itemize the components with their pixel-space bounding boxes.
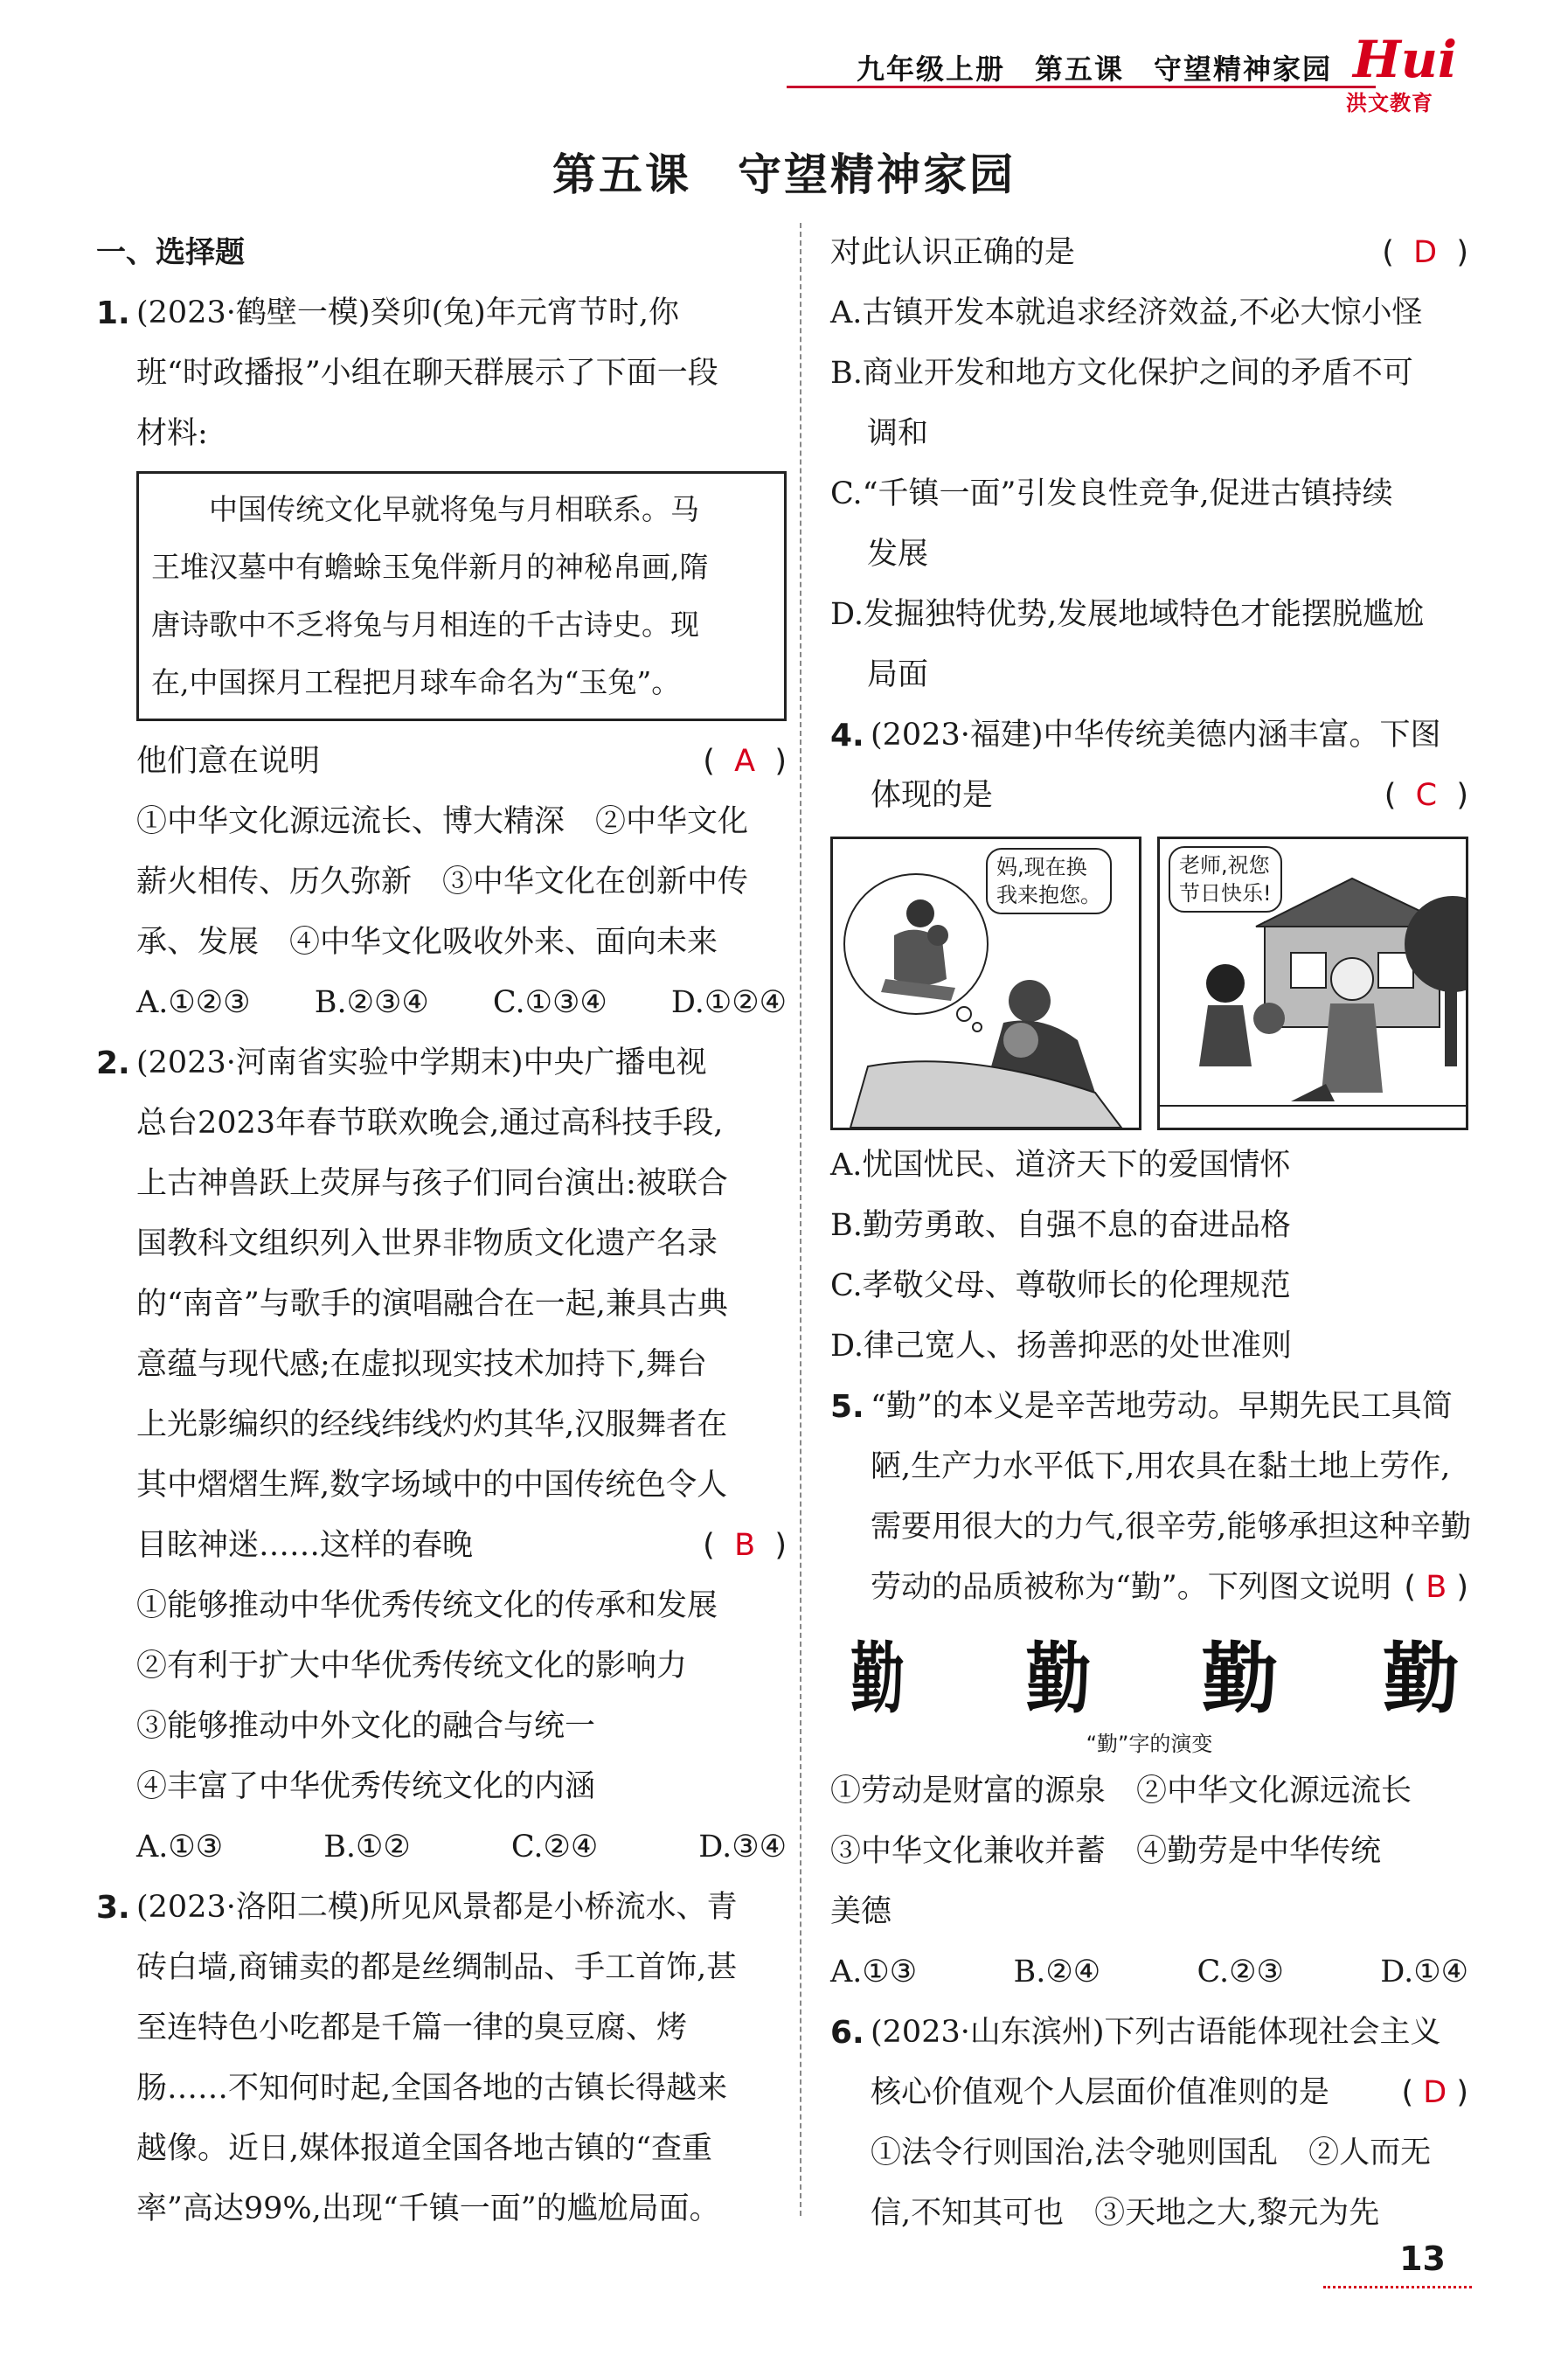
left-column bbox=[96, 223, 787, 2239]
glyph-oracle: 勤 bbox=[850, 1632, 905, 1724]
figure-caption: “勤”字的演变 bbox=[1086, 1732, 1213, 1756]
choice-d: D.①④ bbox=[1380, 1955, 1468, 1989]
stem-line: 需要用很大的力气,很辛劳,能够承担这种辛勤 bbox=[871, 1510, 1472, 1545]
answer-slot: ( A ) bbox=[703, 744, 787, 779]
answer-slot: ( D ) bbox=[1382, 235, 1468, 270]
option-line: 美德 bbox=[830, 1894, 892, 1929]
stem-line: 其中熠熠生辉,数字场域中的中国传统色令人 bbox=[136, 1468, 728, 1503]
choice-row bbox=[136, 1817, 787, 1878]
stem-line: 核心价值观个人层面价值准则的是 bbox=[871, 2075, 1330, 2110]
choice-a: A.①③ bbox=[830, 1955, 918, 1989]
option-line: ①劳动是财富的源泉 ②中华文化源远流长 bbox=[830, 1774, 1412, 1809]
stem-answer-row bbox=[830, 223, 1468, 283]
option-line: ③中华文化兼收并蓄 ④勤劳是中华传统 bbox=[830, 1834, 1382, 1869]
section-heading: 一、选择题 bbox=[96, 235, 245, 270]
stem-line: 意蕴与现代感;在虚拟现实技术加持下,舞台 bbox=[136, 1347, 707, 1382]
speech-bubble: 妈,现在换 我来抱您。 bbox=[986, 848, 1112, 914]
header-title: 九年级上册 第五课 守望精神家园 bbox=[856, 52, 1332, 86]
question-1 bbox=[96, 283, 787, 1033]
option-line: 信,不知其可也 ③天地之大,黎元为先 bbox=[871, 2196, 1380, 2231]
material-box bbox=[136, 471, 787, 721]
question-number: 2. bbox=[96, 1045, 130, 1081]
choice-d: D.③④ bbox=[698, 1830, 787, 1864]
option-line: D.律己宽人、扬善抑恶的处世准则 bbox=[830, 1329, 1292, 1364]
stem-line: 上光影编织的经线纬线灼灼其华,汉服舞者在 bbox=[136, 1407, 728, 1442]
character-evolution-figure bbox=[830, 1618, 1468, 1726]
column-divider bbox=[800, 223, 801, 2216]
choice-b: B.①② bbox=[323, 1830, 411, 1864]
stem-line: (2023·福建)中华传统美德内涵丰富。下图 bbox=[871, 718, 1441, 753]
question-5 bbox=[830, 1377, 1472, 1618]
choice-a: A.①②③ bbox=[136, 985, 251, 1020]
glyph-clerical: 勤 bbox=[1201, 1632, 1279, 1724]
choice-row bbox=[136, 973, 787, 1033]
question-3 bbox=[96, 1878, 787, 2239]
question-number: 5. bbox=[830, 1389, 864, 1425]
stem-line: 至连特色小吃都是千篇一律的臭豆腐、烤 bbox=[136, 2010, 688, 2045]
cartoon-panel-2 bbox=[1157, 837, 1468, 1130]
page-number-underline bbox=[1323, 2286, 1472, 2288]
header-rule bbox=[787, 86, 1376, 88]
option-line: ①能够推动中华优秀传统文化的传承和发展 bbox=[136, 1588, 718, 1623]
stem-answer-row bbox=[871, 766, 1468, 826]
answer-mark: A bbox=[734, 744, 756, 779]
option-line: D.发掘独特优势,发展地域特色才能摆脱尴尬 bbox=[830, 597, 1425, 632]
speech-bubble: 老师,祝您 节日快乐! bbox=[1169, 846, 1282, 913]
option-line: B.勤劳勇敢、自强不息的奋进品格 bbox=[830, 1208, 1291, 1243]
option-line: 调和 bbox=[867, 416, 929, 451]
option-line: ①中华文化源远流长、博大精深 ②中华文化 bbox=[136, 804, 749, 839]
material-line: 唐诗歌中不乏将兔与月相连的千古诗史。现 bbox=[151, 608, 699, 642]
option-line: 发展 bbox=[867, 537, 929, 572]
lesson-title: 第五课 守望精神家园 bbox=[552, 149, 1016, 200]
stem-answer-row bbox=[136, 732, 787, 792]
choice-row bbox=[830, 1942, 1468, 2003]
choice-b: B.②③④ bbox=[314, 985, 429, 1020]
stem-line: (2023·山东滨州)下列古语能体现社会主义 bbox=[871, 2015, 1441, 2050]
option-line: ③能够推动中外文化的融合与统一 bbox=[136, 1709, 596, 1744]
stem-line: 肠……不知何时起,全国各地的古镇长得越来 bbox=[136, 2071, 728, 2106]
material-line: 王堆汉墓中有蟾蜍玉兔伴新月的神秘帛画,隋 bbox=[151, 550, 709, 584]
stem-line: 总台2023年春节联欢晚会,通过高科技手段, bbox=[136, 1106, 724, 1141]
answer-mark: B bbox=[734, 1528, 756, 1563]
answer-slot: ( D ) bbox=[1401, 2075, 1468, 2110]
material-line: 在,中国探月工程把月球车命名为“玉兔”。 bbox=[151, 665, 681, 699]
glyph-regular: 勤 bbox=[1382, 1632, 1460, 1724]
stem-line: (2023·河南省实验中学期末)中央广播电视 bbox=[136, 1045, 707, 1080]
stem-line: (2023·鹤壁一模)癸卯(兔)年元宵节时,你 bbox=[136, 295, 679, 330]
answer-mark: B bbox=[1426, 1570, 1447, 1605]
stem-line: 班“时政播报”小组在聊天群展示了下面一段 bbox=[136, 356, 718, 391]
answer-mark: D bbox=[1413, 235, 1438, 270]
stem-line: 率”高达99%,出现“千镇一面”的尴尬局面。 bbox=[136, 2191, 720, 2226]
stem-answer-row bbox=[871, 2063, 1468, 2123]
option-line: B.商业开发和地方文化保护之间的矛盾不可 bbox=[830, 356, 1413, 391]
stem-answer-row bbox=[136, 1516, 787, 1576]
stem-answer-row bbox=[871, 1558, 1468, 1618]
option-line: A.古镇开发本就追求经济效益,不必大惊小怪 bbox=[830, 295, 1423, 330]
option-line: 承、发展 ④中华文化吸收外来、面向未来 bbox=[136, 925, 718, 960]
option-line: ①法令行则国治,法令驰则国乱 ②人而无 bbox=[871, 2135, 1432, 2170]
option-line: C.孝敬父母、尊敬师长的伦理规范 bbox=[830, 1268, 1291, 1303]
stem-line: 目眩神迷……这样的春晚 bbox=[136, 1528, 474, 1563]
answer-mark: D bbox=[1423, 2075, 1447, 2110]
answer-slot: ( B ) bbox=[1404, 1570, 1468, 1605]
answer-mark: C bbox=[1415, 778, 1438, 813]
material-line: 中国传统文化早就将兔与月相联系。马 bbox=[151, 492, 699, 526]
logo-mark: Hui bbox=[1353, 30, 1458, 89]
stem-line: 越像。近日,媒体报道全国各地古镇的“查重 bbox=[136, 2131, 713, 2166]
stem-line: “勤”的本义是辛苦地劳动。早期先民工具简 bbox=[871, 1389, 1453, 1424]
publisher-logo bbox=[1341, 30, 1463, 115]
stem-line: 劳动的品质被称为“勤”。下列图文说明 bbox=[871, 1570, 1391, 1605]
choice-c: C.②③ bbox=[1197, 1955, 1284, 1989]
question-2 bbox=[96, 1033, 787, 1878]
choice-b: B.②④ bbox=[1013, 1955, 1101, 1989]
page-header bbox=[787, 30, 1481, 115]
stem-line: 体现的是 bbox=[871, 778, 994, 813]
logo-text: 洪文教育 bbox=[1346, 91, 1433, 115]
stem-line: 国教科文组织列入世界非物质文化遗产名录 bbox=[136, 1226, 718, 1261]
stem-line: 的“南音”与歌手的演唱融合在一起,兼具古典 bbox=[136, 1287, 728, 1322]
option-line: A.忧国忧民、道济天下的爱国情怀 bbox=[830, 1148, 1291, 1183]
answer-slot: ( B ) bbox=[703, 1528, 787, 1563]
question-number: 4. bbox=[830, 718, 864, 753]
choice-a: A.①③ bbox=[136, 1830, 224, 1864]
stem-line: (2023·洛阳二模)所见风景都是小桥流水、青 bbox=[136, 1890, 738, 1925]
glyph-seal: 勤 bbox=[1025, 1632, 1092, 1724]
choice-c: C.②④ bbox=[510, 1830, 599, 1864]
option-line: ④丰富了中华优秀传统文化的内涵 bbox=[136, 1769, 596, 1804]
cartoon-panel-1 bbox=[830, 837, 1141, 1130]
right-column bbox=[830, 223, 1472, 2244]
question-number: 6. bbox=[830, 2015, 864, 2051]
page-number: 13 bbox=[1399, 2239, 1446, 2278]
cartoon-figure bbox=[830, 837, 1468, 1130]
option-line: ②有利于扩大中华优秀传统文化的影响力 bbox=[136, 1649, 688, 1684]
stem-line: 陋,生产力水平低下,用农具在黏土地上劳作, bbox=[871, 1449, 1451, 1484]
question-number: 3. bbox=[96, 1890, 130, 1926]
option-line: 薪火相传、历久弥新 ③中华文化在创新中传 bbox=[136, 865, 749, 899]
choice-c: C.①③④ bbox=[492, 985, 607, 1020]
option-line: 局面 bbox=[867, 657, 929, 692]
option-line: C.“千镇一面”引发良性竞争,促进古镇持续 bbox=[830, 476, 1393, 511]
question-number: 1. bbox=[96, 295, 130, 331]
question-6 bbox=[830, 2003, 1468, 2244]
stem-line: 他们意在说明 bbox=[136, 744, 321, 779]
answer-slot: ( C ) bbox=[1384, 778, 1468, 813]
question-4 bbox=[830, 705, 1468, 826]
stem-line: 砖白墙,商铺卖的都是丝绸制品、手工首饰,甚 bbox=[136, 1950, 738, 1985]
stem-line: 上古神兽跃上荧屏与孩子们同台演出:被联合 bbox=[136, 1166, 728, 1201]
stem-line: 对此认识正确的是 bbox=[830, 235, 1076, 270]
choice-d: D.①②④ bbox=[670, 985, 787, 1020]
stem-line: 材料: bbox=[136, 416, 208, 451]
